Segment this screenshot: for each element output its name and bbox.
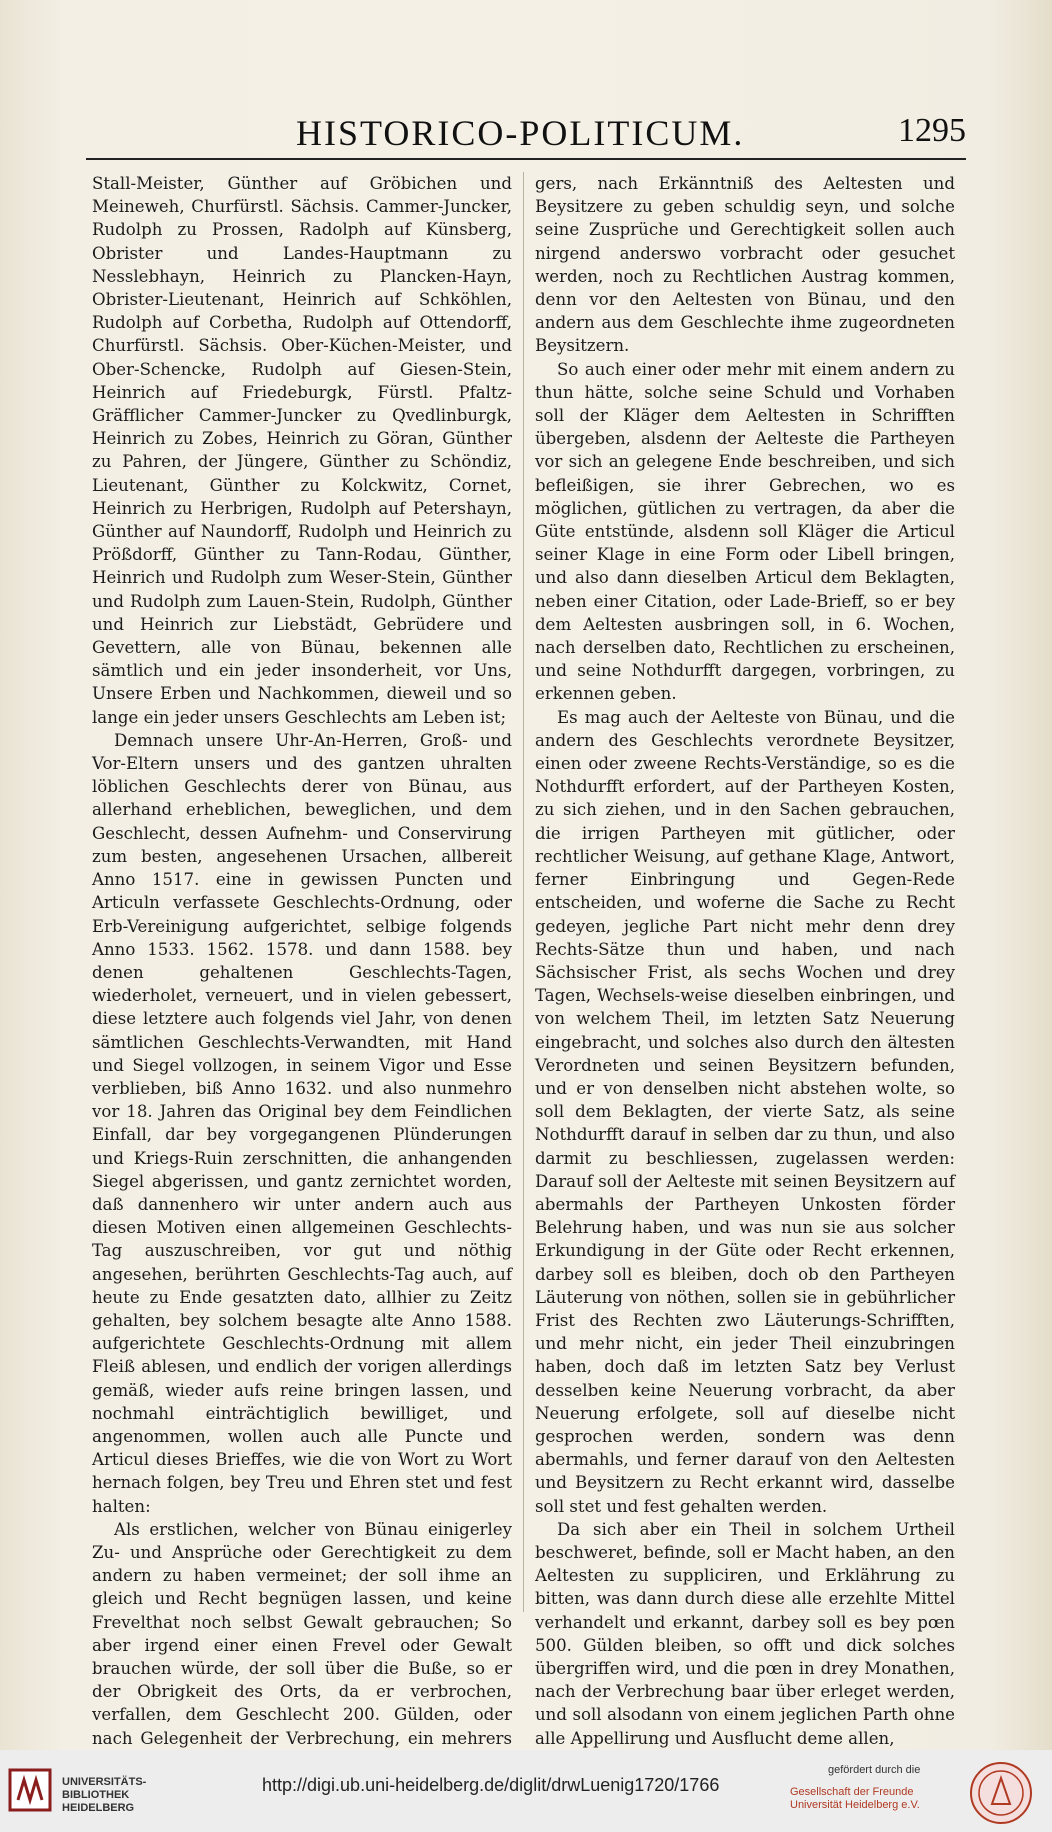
paragraph: Stall-Meister, Günther auf Gröbichen und Meineweh, Churfürstl. Sächsis. Cammer-Juncker, Rudolph zu Prossen, Radolph auf Künsberg, Obrister und Landes-Hauptmann zu Nesslebhayn, Heinrich zu Plancken-Hayn, Obrister-Lieutenant, Heinrich auf Schköhlen, Rudolph auf Corbetha, Rudolph auf Ottendorff, Churfürstl. Sächsis. Ober-Küchen-Meister, und Ober-Schencke, Rudolph auf Giesen-Stein, Heinrich auf Friedeburgk, Fürstl. Pfaltz-Gräfflicher Cammer-Juncker zu Qvedlinburgk, Heinrich zu Zobes, Heinrich zu Göran, Günther zu Pahren, der Jüngere, Günther zu Schöndiz, Lieutenant, Günther zu Kolckwitz, Cornet, Heinrich zu Herbrigen, Rudolph auf Petershayn, Günther auf Naundorff, Rudolph und Heinrich zu Prößdorff, Günther zu Tann-Rodau, Günther, Heinrich und Rudolph zum Weser-Stein, Günther und Rudolph zum Lauen-Stein, Rudolph, Günther und Heinrich zur Liebstädt, Gebrüdere und Gevettern, alle von Bünau, bekennen alle sämtlich und ein jeder insonderheit, vor Uns, Unsere Erben und Nachkommen, dieweil und so lange ein jeder unsers Geschlechts am Leben ist; [92,174,512,727]
paragraph: Als erstlichen, welcher von Bünau einigerley Zu- und Ansprüche oder Gerechtigkeit zu dem andern zu haben vermeinet; der soll ihme an gleich und Recht begnügen lassen, und keine Frevelthat noch selbst Gewalt gebrauchen; So aber irgend einer einen Frevel oder Gewalt brauchen würde, der soll über die Buße, so er der Obrigkeit des Orts, da er verbrochen, verfallen, dem Geschlecht 200. Gülden, oder nach Gelegenheit der Verbrechung, ein mehrers [92,1519,512,1748]
paragraph: Es mag auch der Aelteste von Bünau, und die andern des Geschlechts verordnete Beysitzer, einen oder zweene Rechts-Verständige, so es die Nothdurfft erfordert, auf der Partheyen Kosten, zu sich ziehen, und in den Sachen gebrauchen, die irrigen Partheyen mit gütlicher, oder rechtlicher Weisung, auf gethane Klage, Antwort, ferner Einbringung und Gegen-Rede entscheiden, und woferne die Sache zu Recht gedeyen, jegliche Part nicht mehr denn drey Rechts-Sätze thun und haben, und nach Sächsischer Frist, als sechs Wochen und drey Tagen, Wechsels-weise dieselben einbringen, und von welchem Theil, im letzten Satz Neuerung eingebracht, und solches also durch den ältesten Verordneten und seinen Beysitzern befunden, und er von denselben nicht abstehen wolte, so soll dem Beklagten, der vierte Satz, als seine Nothdurfft darauf in selben dar zu thun, und also darmit zu beschliessen, zugelassen werden: Darauf soll der Aelteste mit seinen Beysitzern auf abermahls der Partheyen Unkosten förder Belehrung haben, und was nun sie aus solcher Erkundigung in der Güte oder Recht erkennen, darbey soll es bleiben, doch ob den Partheyen Läuterung von nöthen, sollen sie in gebührlicher Frist des Rechten zwo Läuterungs-Schrifften, und mehr nicht, ein jeder Theil einzubringen haben, doch daß im letzten Satz bey Verlust desselben keine Neuerung vorbracht, da aber Neuerung erfolgete, soll auf dieselbe nicht gesprochen werden, sondern was denn abermahls, und ferner darauf von den Aeltesten und Beysitzern zu Recht erkannt wird, dasselbe soll stet und fest gehalten werden. [535,707,955,1516]
society-name[interactable]: Gesellschaft der Freunde Universität Heidelberg e.V. [790,1786,920,1811]
paragraph: Demnach unsere Uhr-An-Herren, Groß- und Vor-Eltern unsers und des gantzen uhralten löblichen Geschlechts derer von Bünau, aus allerhand erheblichen, beweglichen, und dem Geschlecht, dessen Aufnehm- und Conservirung zum besten, angesehenen Ursachen, allbereit Anno 1517. eine in gewissen Puncten und Articuln verfassete Geschlechts-Ordnung, oder Erb-Vereinigung aufgerichtet, selbige folgends Anno 1533. 1562. 1578. und dann 1588. bey denen gehaltenen Geschlechts-Tagen, wiederholet, verneuert, und in vielen gebessert, diese letztere auch folgends viel Jahr, von denen sämtlichen Geschlechts-Verwandten, mit Hand und Siegel vollzogen, in seinem Vigor und Esse verblieben, biß Anno 1632. und also nunmehro vor 18. Jahren das Original bey dem Feindlichen Einfall, dar bey vorgegangenen Plünderungen und Kriegs-Ruin zerschnitten, die anhangenden Siegel abgerissen, und gantz zernichtet worden, daß dannenhero wir unter andern auch aus diesen Motiven einen allgemeinen Geschlechts-Tag auszuschreiben, vor gut und nöthig angesehen, berührten Geschlechts-Tag auch, auf heute zu Ende gesatzten dato, allhier zu Zeitz gehalten, bey solchem besagte alte Anno 1588. aufgerichtete Geschlechts-Ordnung mit allem Fleiß ablesen, und endlich der vorigen allerdings gemäß, wieder aufs reine bringen lassen, und nochmahl einträchtiglich bewilliget, und angenommen, wollen auch alle Puncte und Articul dieses Brieffes, wie die von Wort zu Wort hernach folgen, bey Treu und Ehren stet und fest halten: [92,730,512,1516]
university-seal-icon [968,1760,1034,1826]
paragraph: gers, nach Erkänntniß des Aeltesten und Beysitzere zu geben schuldig seyn, und solche seine Zusprüche und Gerechtigkeit sollen auch nirgend anderswo vorbracht oder gesuchet werden, noch zu Rechtlichen Austrag kommen, denn vor den Aeltesten von Bünau, und den andern aus dem Geschlechte ihme zugeordneten Beysitzern. [535,174,955,356]
library-name: UNIVERSITÄTS- BIBLIOTHEK HEIDELBERG [62,1776,147,1814]
page-title: HISTORICO-POLITICUM. [296,113,745,153]
running-header [86,112,966,160]
column-divider [523,172,524,1612]
viewer-footer [0,1750,1052,1832]
right-column [535,172,955,1750]
page-number: 1295 [898,112,966,149]
funded-by-label: gefördert durch die [828,1764,921,1776]
paragraph: Da sich aber ein Theil in solchem Urtheil beschweret, befinde, soll er Macht haben, an den Aeltesten zu suppliciren, und Erklährung zu bitten, was dann durch diese alle erzehlte Mittel verhandelt und erkannt, darbey soll es bey pœn 500. Gülden bleiben, so offt und dick solches übergriffen wird, und die pœn in drey Monathen, nach der Verbrechung baar über erleget werden, und soll alsodann von einem jeglichen Parth ohne alle Appellirung und Ausflucht deme allen, [535,1519,955,1748]
university-library-logo-icon [8,1768,52,1812]
document-url-link[interactable]: http://digi.ub.uni-heidelberg.de/diglit/drwLuenig1720/1766 [262,1775,720,1795]
paragraph: So auch einer oder mehr mit einem andern zu thun hätte, solche seine Schuld und Vorhaben soll der Kläger dem Aeltesten in Schrifften übergeben, alsdenn der Aelteste die Partheyen vor sich an gelegene Ende beschreiben, und sich befleißigen, sie ihrer Gebrechen, wo es möglichen, gütlichen zu vertragen, da aber die Güte entstünde, alsdenn soll Kläger die Articul seiner Klage in eine Form oder Libell bringen, und also dann dieselben Articul dem Beklagten, neben einer Citation, oder Lade-Brieff, so er bey dem Aeltesten ausbringen soll, in 6. Wochen, nach derselben dato, Rechtlichen zu erscheinen, und seine Nothdurfft dargegen, vorbringen, zu erkennen geben. [535,359,955,704]
left-column [92,172,512,1773]
